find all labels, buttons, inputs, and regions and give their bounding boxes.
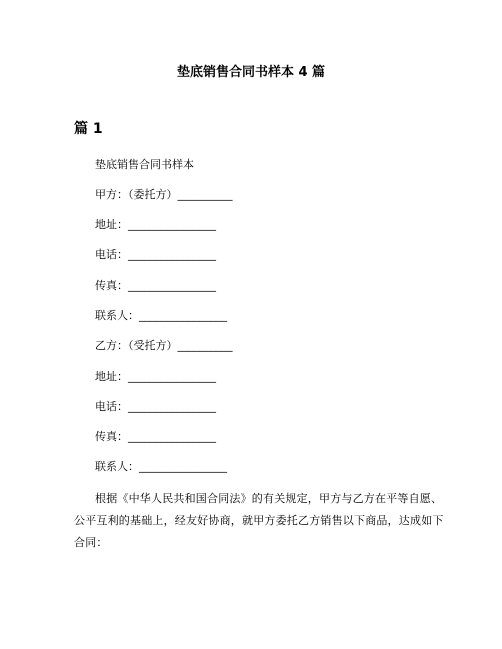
party-b-phone-line: 电话：________________ <box>95 400 216 413</box>
party-b-fax-line: 传真：________________ <box>95 430 216 443</box>
section-heading: 篇 1 <box>74 121 103 137</box>
party-a-fax-line: 传真：________________ <box>95 279 216 292</box>
party-b-address-line: 地址：________________ <box>95 370 216 383</box>
party-a-contact-line: 联系人：________________ <box>95 309 227 322</box>
party-b-line: 乙方：（受托方）__________ <box>95 339 233 352</box>
party-a-phone-line: 电话：________________ <box>95 248 216 261</box>
preamble-paragraph: 根据《中华人民共和国合同法》的有关规定，甲方与乙方在平等自愿、公平互利的基础上，经友好协商，就甲方委托乙方销售以下商品，达成如下合同： <box>74 492 444 549</box>
party-a-address-line: 地址：________________ <box>95 218 216 231</box>
document-title: 垫底销售合同书样本 4 篇 <box>176 65 326 80</box>
party-b-contact-line: 联系人：________________ <box>95 460 227 473</box>
contract-name-line: 垫底销售合同书样本 <box>95 158 194 171</box>
party-a-line: 甲方：（委托方）__________ <box>95 188 233 201</box>
